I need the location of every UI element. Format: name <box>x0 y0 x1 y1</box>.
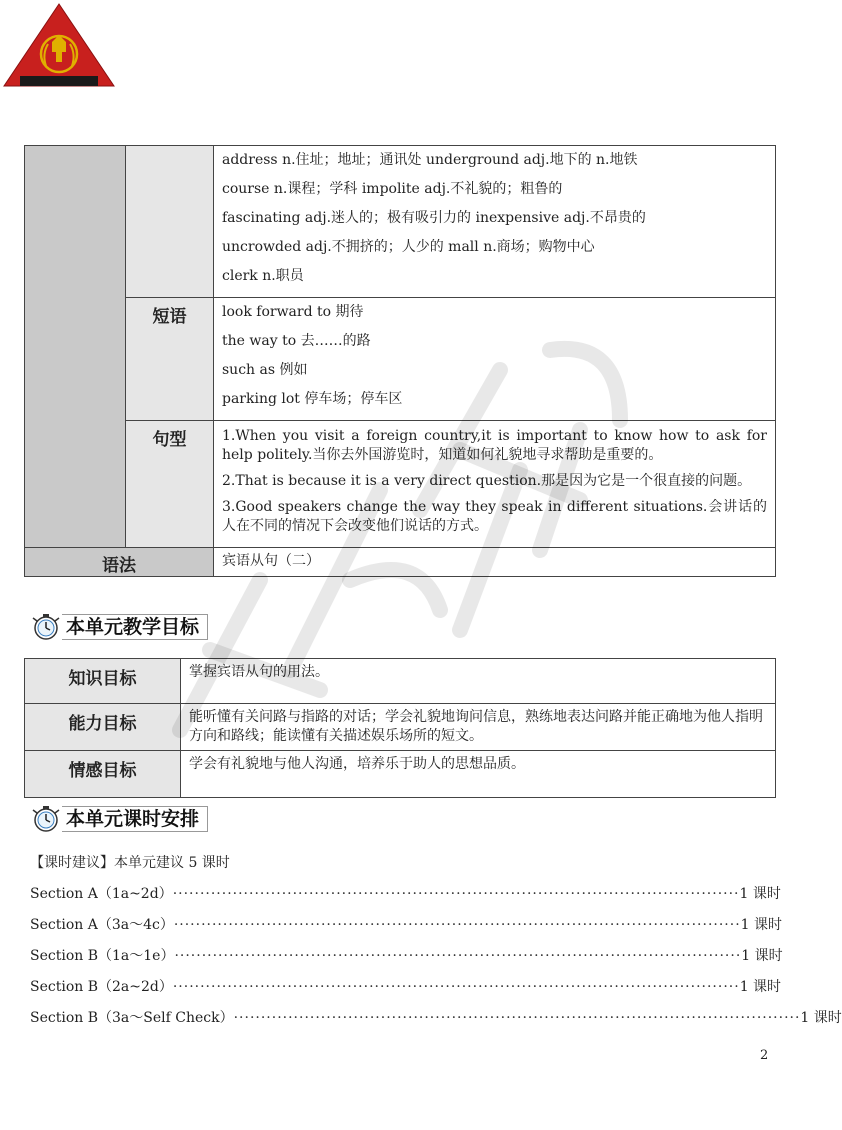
goal-text: 能听懂有关问路与指路的对话；学会礼貌地询问信息，熟练地表达问路并能正确地为他人指明方向和路线；能读懂有关描述娱乐场所的短文。 <box>181 704 776 751</box>
schedule-row <box>30 945 783 976</box>
phrase-line: parking lot 停车场；停车区 <box>222 391 403 407</box>
schedule-suggestion-text: 【课时建议】本单元建议 5 课时 <box>30 855 230 871</box>
goals-section-title: 本单元教学目标 <box>62 614 208 640</box>
goal-row <box>25 659 776 704</box>
leader-dots: ········································································································ <box>174 948 742 964</box>
vocab-row <box>25 146 776 298</box>
sentence-item: 3.Good speakers change the way they speak in different situations.会讲话的人在不同的情况下会改变他们说话的方式。 <box>222 499 767 534</box>
phrases-row <box>25 298 776 421</box>
goal-row <box>25 751 776 798</box>
schedule-row-hours: 1 课时 <box>740 917 783 933</box>
clock-icon <box>30 612 62 642</box>
schedule-row-hours: 1 课时 <box>739 979 782 995</box>
schedule-row <box>30 914 783 945</box>
phrase-line: such as 例如 <box>222 362 308 378</box>
vocab-side-cell <box>25 146 126 548</box>
goal-text: 掌握宾语从句的用法。 <box>181 659 776 704</box>
vocab-content <box>214 146 776 298</box>
grammar-label: 语法 <box>25 548 214 577</box>
schedule-row-hours: 1 课时 <box>739 886 781 902</box>
phrase-line: the way to 去……的路 <box>222 333 371 349</box>
vocabulary-table <box>24 145 776 577</box>
vocab-label-cell <box>126 146 214 298</box>
goal-text: 学会有礼貌地与他人沟通，培养乐于助人的思想品质。 <box>181 751 776 798</box>
vocab-line: uncrowded adj.不拥挤的；人少的 mall n.商场；购物中心 <box>222 239 595 255</box>
phrases-label: 短语 <box>126 298 214 421</box>
clock-icon <box>30 804 62 834</box>
goals-table <box>24 658 776 798</box>
sentences-label: 句型 <box>126 421 214 548</box>
schedule-suggestion <box>30 852 720 883</box>
grammar-value: 宾语从句（二） <box>214 548 776 577</box>
schedule-row-hours: 1 课时 <box>800 1010 842 1026</box>
schedule-row-label: Section B（3a～Self Check） <box>30 1010 234 1026</box>
schedule-section-header <box>30 804 208 834</box>
phrases-content <box>214 298 776 421</box>
schedule-section-title: 本单元课时安排 <box>62 806 208 832</box>
leader-dots: ········································································································ <box>172 886 740 902</box>
schedule-row <box>30 883 781 914</box>
phrase-line: look forward to 期待 <box>222 304 364 320</box>
schedule-row-label: Section A（1a~2d） <box>30 886 173 902</box>
sentence-item: 2.That is because it is a very direct question.那是因为它是一个很直接的问题。 <box>222 473 752 489</box>
grammar-row <box>25 548 776 577</box>
page-number: 2 <box>760 1048 769 1063</box>
schedule-row-hours: 1 课时 <box>741 948 783 964</box>
schedule-row-label: Section B（1a～1e） <box>30 948 175 964</box>
leader-dots: ········································································································ <box>172 979 740 995</box>
schedule-list <box>30 852 842 1038</box>
leader-dots: ········································································································ <box>233 1010 801 1026</box>
vocab-line: address n.住址；地址；通讯处 underground adj.地下的 n.地铁 <box>222 152 638 168</box>
sentences-content <box>214 421 776 548</box>
schedule-row-label: Section B（2a~2d） <box>30 979 173 995</box>
vocab-line: fascinating adj.迷人的；极有吸引力的 inexpensive adj.不昂贵的 <box>222 210 646 226</box>
schedule-row <box>30 1007 842 1038</box>
schedule-row-label: Section A（3a～4c） <box>30 917 174 933</box>
goal-label: 知识目标 <box>25 659 181 704</box>
goal-label: 能力目标 <box>25 704 181 751</box>
goals-section-header <box>30 612 208 642</box>
leader-dots: ········································································································ <box>173 917 741 933</box>
schedule-row <box>30 976 782 1007</box>
sentence-item: 1.When you visit a foreign country,it is important to know how to ask for help politely.当你去外国游览时，知道如何礼貌地寻求帮助是重要的。 <box>222 428 767 463</box>
school-logo <box>2 2 116 88</box>
vocab-line: course n.课程；学科 impolite adj.不礼貌的；粗鲁的 <box>222 181 563 197</box>
vocab-line: clerk n.职员 <box>222 268 304 284</box>
sentences-row <box>25 421 776 548</box>
goal-label: 情感目标 <box>25 751 181 798</box>
goal-row <box>25 704 776 751</box>
